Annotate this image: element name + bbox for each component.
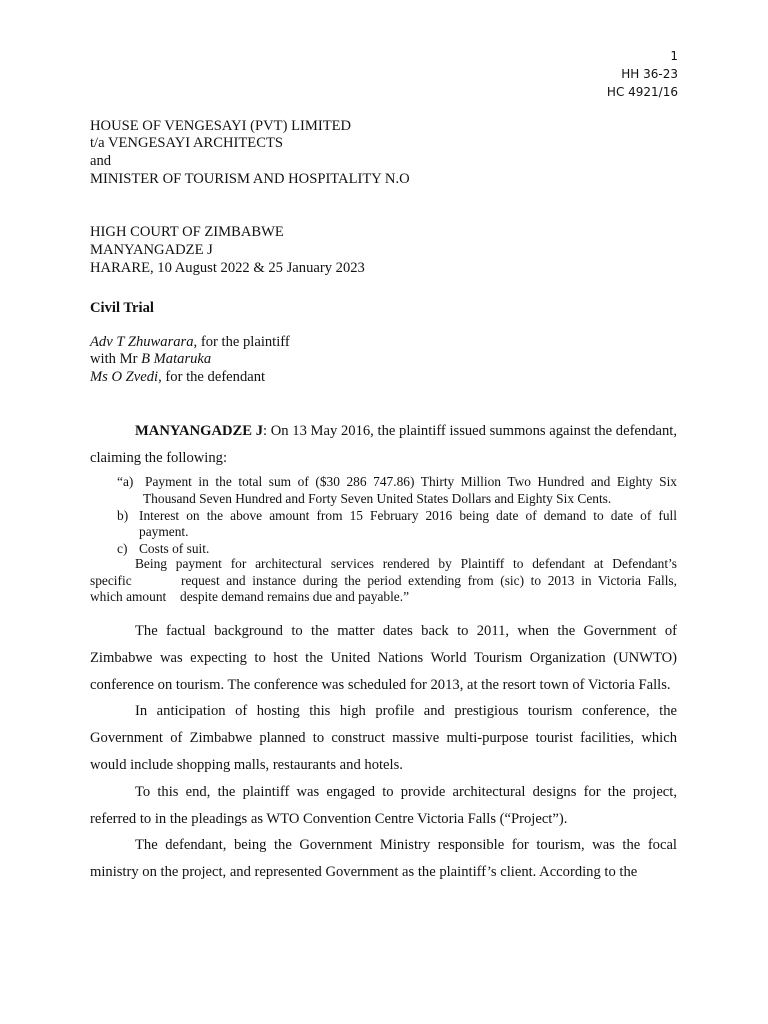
page-number: 1 — [670, 49, 678, 63]
claim-basis-line-2: request and instance during the period extending from (sic) to 2013 in Victoria Falls, — [181, 573, 677, 588]
case-reference: HH 36-23 — [621, 67, 678, 81]
counsel-name: Ms O Zvedi — [90, 369, 159, 385]
judge-name-bold: MANYANGADZE J — [135, 423, 264, 439]
counsel-name: Adv T Zhuwarara — [90, 334, 194, 350]
body-text — [90, 618, 677, 886]
claim-c-label: c) — [117, 541, 128, 556]
paragraph: To this end, the plaintiff was engaged to provide architectural designs for the project, referred to in the pleadings as WTO Convention Centre Victoria Falls (“Project”). — [90, 783, 677, 827]
trading-as: t/a VENGESAYI ARCHITECTS — [90, 135, 283, 151]
claim-b-continuation: payment. — [139, 524, 189, 539]
claim-b-text: Interest on the above amount from 15 February 2016 being date of demand to date of full — [139, 508, 677, 523]
counsel-plaintiff — [90, 333, 290, 351]
claim-c-text: Costs of suit. — [139, 541, 210, 556]
claim-b-label: b) — [117, 508, 129, 523]
page-header — [607, 47, 678, 101]
paragraph: The defendant, being the Government Ministry responsible for tourism, was the focal ministry on the project, and represented Government as the plaintiff’s client. According to the — [90, 837, 677, 881]
opening-text: : On 13 May 2016, the plaintiff issued summons against the defendant, claiming the following: — [90, 423, 677, 466]
claim-a-label: “a) — [117, 474, 134, 489]
paragraph: The factual background to the matter dates back to 2011, when the Government of Zimbabwe was expecting to host the United Nations World Tourism Organization (UNWTO) conference on tourism. The conference was scheduled for 2013, at the resort town of Victoria Falls. — [90, 623, 677, 693]
case-number: HC 4921/16 — [606, 85, 678, 99]
claim-a-text: Payment in the total sum of ($30 286 747.86) Thirty Million Two Hundred and Eighty Six — [145, 474, 677, 489]
counsel-name: B Mataruka — [141, 351, 212, 367]
counsel-plaintiff-assistant — [90, 350, 211, 368]
case-type: Civil Trial — [90, 300, 154, 316]
place-and-dates: HARARE, 10 August 2022 & 25 January 2023 — [90, 260, 365, 276]
paragraph: In anticipation of hosting this high profile and prestigious tourism conference, the Government of Zimbabwe planned to construct massive multi-purpose tourist facilities, which would include shopping malls, restaurants and hotels. — [90, 703, 677, 773]
claim-basis-line-1: Being payment for architectural services rendered by Plaintiff to defendant at Defendant’s — [135, 556, 677, 571]
and-separator: and — [90, 153, 112, 169]
claim-a-continuation: Thousand Seven Hundred and Forty Seven United States Dollars and Eighty Six Cents. — [143, 491, 612, 506]
court-name: HIGH COURT OF ZIMBABWE — [90, 224, 284, 240]
claim-basis-line-3: despite demand remains due and payable.” — [180, 589, 410, 604]
counsel-prefix: with Mr — [90, 351, 142, 367]
counsel-defendant — [90, 368, 265, 386]
judge-name: MANYANGADZE J — [90, 242, 213, 258]
counsel-role: , for the plaintiff — [193, 334, 290, 350]
defendant-name: MINISTER OF TOURISM AND HOSPITALITY N.O — [90, 171, 410, 187]
counsel-role: , for the defendant — [158, 369, 266, 385]
opening-paragraph — [90, 418, 677, 472]
plaintiff-name: HOUSE OF VENGESAYI (PVT) LIMITED — [90, 118, 352, 134]
claim-basis-line-3-start: which amount — [90, 589, 167, 604]
claim-basis-line-2-start: specific — [90, 573, 132, 588]
